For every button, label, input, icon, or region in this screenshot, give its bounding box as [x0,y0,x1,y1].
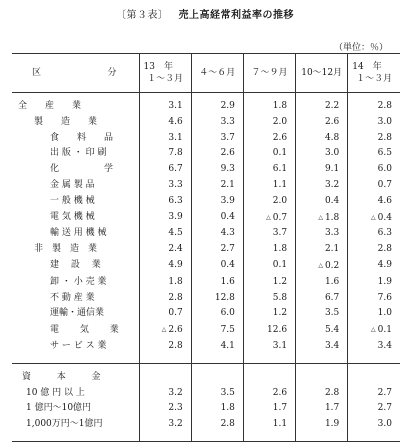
value-cell [191,162,243,178]
value-text: 3.9 [168,212,183,223]
value-text: 1.7 [272,403,288,414]
value-text: 6.3 [168,195,183,206]
value-text: 7.5 [220,324,235,335]
value-cell [348,115,400,131]
value-cell [348,322,400,339]
value-text: 1.1 [272,179,288,190]
value-text: 2.4 [168,244,183,255]
value-cell [243,322,295,339]
row-label-text: 一 般 機 械 [50,195,95,206]
row-label-text: 金 属 製 品 [50,179,95,190]
row-label-text: 卸 ・ 小 売 業 [50,276,107,287]
row-label [12,306,139,322]
table-row [12,115,400,131]
value-text: 3.5 [220,387,235,398]
table-bottom-border [12,433,400,442]
value-cell [296,226,348,242]
value-text: 1.8 [220,403,235,414]
table-row [12,306,400,322]
value-text: 3.0 [377,419,392,430]
row-label-text: 1 億円～10億円 [26,403,92,414]
row-label-text: 化 学 [50,164,114,175]
value-cell [348,131,400,147]
value-text: 12.8 [214,292,235,303]
value-cell [296,194,348,210]
value-text: 2.6 [272,132,288,143]
value-text: 1.0 [377,308,392,319]
value-text: 7.8 [168,148,183,159]
table-row [12,146,400,162]
value-cell [296,306,348,322]
negative-mark: △ [371,213,376,221]
value-text: 12.6 [267,324,288,335]
value-text: 3.4 [324,340,340,351]
value-cell [348,194,400,210]
row-label-text: 食 料 品 [50,132,114,143]
table-row [12,258,400,275]
value-cell [243,386,295,402]
row-label [12,401,139,417]
value-cell [296,131,348,147]
table-row [12,99,400,115]
value-text: △ 2.6 [161,325,183,336]
value-text: 1.9 [324,419,340,430]
value-cell [296,339,348,355]
capital-heading-char: 資 [22,371,32,382]
row-label [12,339,139,355]
value-text: 6.0 [377,164,392,175]
row-label-text: 輸 送 用 機 械 [50,228,107,239]
value-cell [139,386,191,402]
unit-label: （単位：％） [333,43,388,53]
value-text: 2.8 [168,292,183,303]
value-cell [348,210,400,227]
value-text: 4.9 [377,260,392,271]
value-cell [348,242,400,258]
row-label [12,226,139,242]
row-label-text: 製 造 業 [34,116,98,127]
row-label-text: 1,000万円～1億円 [26,419,103,430]
value-cell [348,291,400,307]
value-cell [191,115,243,131]
row-label [12,194,139,210]
value-text: 6.7 [168,164,183,175]
row-label [12,178,139,194]
header-period-2: ４～６月 [191,54,243,93]
table-name: 売上高経常利益率の推移 [178,10,294,21]
value-text: 0.4 [324,195,340,206]
value-text: 2.8 [168,340,183,351]
value-cell [296,242,348,258]
value-text: 2.1 [220,179,235,190]
value-cell [348,386,400,402]
value-text: 0.4 [220,212,235,223]
value-cell [348,306,400,322]
value-text: 2.7 [220,244,235,255]
value-cell [296,291,348,307]
value-text: 0.1 [272,260,288,271]
value-text: 4.3 [220,228,235,239]
row-label-text: 建 設 業 [50,260,101,271]
row-label [12,210,139,227]
value-text: 2.6 [324,116,340,127]
value-cell [191,306,243,322]
value-text: 2.9 [220,101,235,111]
table-number: 〔第３表〕 [116,10,169,21]
value-text: 3.0 [377,116,392,127]
value-text: 3.2 [324,179,340,190]
ratio-table [12,53,400,442]
row-label [12,115,139,131]
value-cell [348,258,400,275]
value-text: 3.0 [324,148,340,159]
value-text: 2.1 [324,244,340,255]
value-text: 2.8 [377,132,392,143]
value-text: 2.8 [220,419,235,430]
value-text: 2.6 [220,148,235,159]
value-cell [139,275,191,291]
value-cell [139,99,191,115]
value-cell [191,131,243,147]
value-text: 3.5 [324,308,340,319]
value-cell [139,339,191,355]
table-title [0,6,410,21]
value-text: 3.2 [168,419,183,430]
row-label [12,275,139,291]
value-text: 6.7 [324,292,340,303]
value-cell [243,210,295,227]
value-cell [243,306,295,322]
row-label-text: 運輸・通信業 [50,308,105,319]
negative-mark: △ [318,261,323,269]
value-text: 2.0 [272,195,288,206]
capital-heading-row [12,370,400,386]
value-text: 1.8 [272,101,288,111]
table-row [12,322,400,339]
table-row [12,275,400,291]
header-period-1: 13 年 １～３月 [139,54,191,93]
value-text: △ 0.7 [266,212,288,223]
row-label [12,242,139,258]
value-cell [296,178,348,194]
value-cell [139,306,191,322]
value-cell [348,275,400,291]
table-row [12,162,400,178]
value-cell [348,99,400,115]
value-cell [296,417,348,433]
value-cell [348,226,400,242]
value-cell [296,146,348,162]
value-cell [139,258,191,275]
value-cell [191,386,243,402]
value-text: △ 0.2 [318,260,340,271]
row-label-text: 電 気 機 械 [50,212,95,223]
value-text: 3.1 [168,101,183,111]
value-cell [139,115,191,131]
header-period-5: 14 年 １～３月 [348,54,400,93]
value-text: 1.9 [377,276,392,287]
value-text: 4.6 [168,116,183,127]
capital-heading-char: 本 [56,371,66,382]
row-label-text: 出 版 ・ 印 刷 [50,148,107,159]
value-cell [243,401,295,417]
value-text: 1.8 [168,276,183,287]
value-text: 6.0 [220,308,235,319]
row-label [12,291,139,307]
capital-heading [12,370,139,386]
row-label-text: 非 製 造 業 [34,244,98,255]
table-row [12,401,400,417]
value-cell [243,194,295,210]
table-row [12,417,400,433]
value-text: 5.8 [272,292,288,303]
value-cell [139,162,191,178]
value-cell [139,210,191,227]
value-text: 2.7 [377,403,392,414]
value-text: 4.5 [168,228,183,239]
value-cell [191,291,243,307]
value-text: 2.3 [168,403,183,414]
value-cell [348,417,400,433]
value-text: △ 0.1 [371,325,392,336]
value-text: 6.5 [377,148,392,159]
value-cell [191,339,243,355]
header-kubun-right: 分 [107,68,117,78]
row-label [12,162,139,178]
value-text: 3.3 [168,179,183,190]
value-text: 1.8 [272,244,288,255]
negative-mark: △ [161,326,167,334]
section-divider [12,355,400,364]
value-cell [139,291,191,307]
value-cell [243,339,295,355]
table-row [12,386,400,402]
value-cell [139,242,191,258]
value-text: 4.6 [377,195,392,206]
table-row [12,291,400,307]
value-cell [296,99,348,115]
table-row [12,194,400,210]
value-cell [348,162,400,178]
value-text: 9.3 [220,164,235,175]
table-row [12,210,400,227]
value-cell [191,275,243,291]
header-row [12,54,400,93]
value-text: 2.0 [272,116,288,127]
table-row [12,242,400,258]
value-cell [296,115,348,131]
value-cell [139,194,191,210]
row-label [12,146,139,162]
value-text: 9.1 [324,164,340,175]
value-cell [243,131,295,147]
value-cell [139,226,191,242]
value-text: △ 0.4 [371,212,392,223]
value-cell [191,194,243,210]
value-text: 3.1 [272,340,288,351]
row-label-text: 全 産 業 [18,101,82,111]
value-text: 3.9 [220,195,235,206]
row-label-text: 10 億 円 以 上 [26,387,85,398]
table-row [12,226,400,242]
row-label [12,417,139,433]
value-text: 3.1 [168,132,183,143]
row-label-text: 電 気 業 [50,324,119,335]
table-row [12,339,400,355]
value-text: 3.7 [220,132,235,143]
value-text: △ 1.8 [318,212,340,223]
value-text: 2.8 [377,101,392,111]
value-cell [296,258,348,275]
negative-mark: △ [318,213,323,221]
value-cell [191,401,243,417]
value-cell [191,417,243,433]
row-label [12,322,139,339]
value-text: 3.3 [324,228,340,239]
value-cell [243,291,295,307]
value-text: 1.6 [220,276,235,287]
value-text: 4.8 [324,132,340,143]
value-text: 2.2 [324,101,340,111]
value-cell [243,417,295,433]
value-text: 6.3 [377,228,392,239]
value-cell [348,401,400,417]
value-text: 4.1 [220,340,235,351]
capital-heading-char: 金 [91,371,101,382]
value-cell [243,99,295,115]
value-cell [296,386,348,402]
value-cell [191,178,243,194]
value-text: 4.9 [168,260,183,271]
value-text: 2.6 [272,387,288,398]
value-cell [191,322,243,339]
value-cell [243,242,295,258]
value-cell [348,146,400,162]
value-text: 3.2 [168,387,183,398]
value-cell [139,322,191,339]
value-text: 3.3 [220,116,235,127]
value-cell [191,242,243,258]
value-cell [243,258,295,275]
row-label-text: 不 動 産 業 [50,292,95,303]
header-kubun [12,54,139,93]
value-cell [139,146,191,162]
value-cell [191,210,243,227]
value-cell [139,131,191,147]
value-cell [243,178,295,194]
value-cell [296,401,348,417]
value-text: 5.4 [324,324,340,335]
value-cell [243,146,295,162]
value-cell [348,339,400,355]
value-cell [191,226,243,242]
value-text: 1.6 [324,276,340,287]
header-period-4: 10～12月 [296,54,348,93]
value-cell [296,322,348,339]
value-text: 3.7 [272,228,288,239]
value-text: 1.7 [324,403,340,414]
value-text: 0.7 [168,308,183,319]
value-cell [191,146,243,162]
value-cell [243,115,295,131]
value-cell [296,210,348,227]
value-text: 1.2 [272,308,288,319]
value-cell [243,275,295,291]
value-text: 0.4 [220,260,235,271]
header-period-3: ７～９月 [243,54,295,93]
value-text: 3.4 [377,340,392,351]
value-text: 2.8 [377,244,392,255]
value-text: 7.6 [377,292,392,303]
row-label-text: サ ー ビ ス 業 [50,340,107,351]
value-text: 1.2 [272,276,288,287]
row-label [12,258,139,275]
row-label [12,99,139,115]
value-cell [296,162,348,178]
value-cell [139,178,191,194]
value-text: 0.1 [272,148,288,159]
value-text: 1.1 [272,419,288,430]
value-text: 0.7 [377,179,392,190]
value-cell [243,226,295,242]
table-row [12,178,400,194]
value-cell [243,162,295,178]
value-cell [191,99,243,115]
header-kubun-left: 区 [32,68,42,78]
value-cell [348,178,400,194]
value-cell [191,258,243,275]
row-label [12,131,139,147]
value-cell [139,401,191,417]
negative-mark: △ [371,326,376,334]
row-label [12,386,139,402]
value-cell [296,275,348,291]
value-text: 6.1 [272,164,288,175]
value-cell [139,417,191,433]
value-text: 2.8 [324,387,340,398]
negative-mark: △ [266,213,271,221]
value-text: 2.7 [377,387,392,398]
table-row [12,131,400,147]
